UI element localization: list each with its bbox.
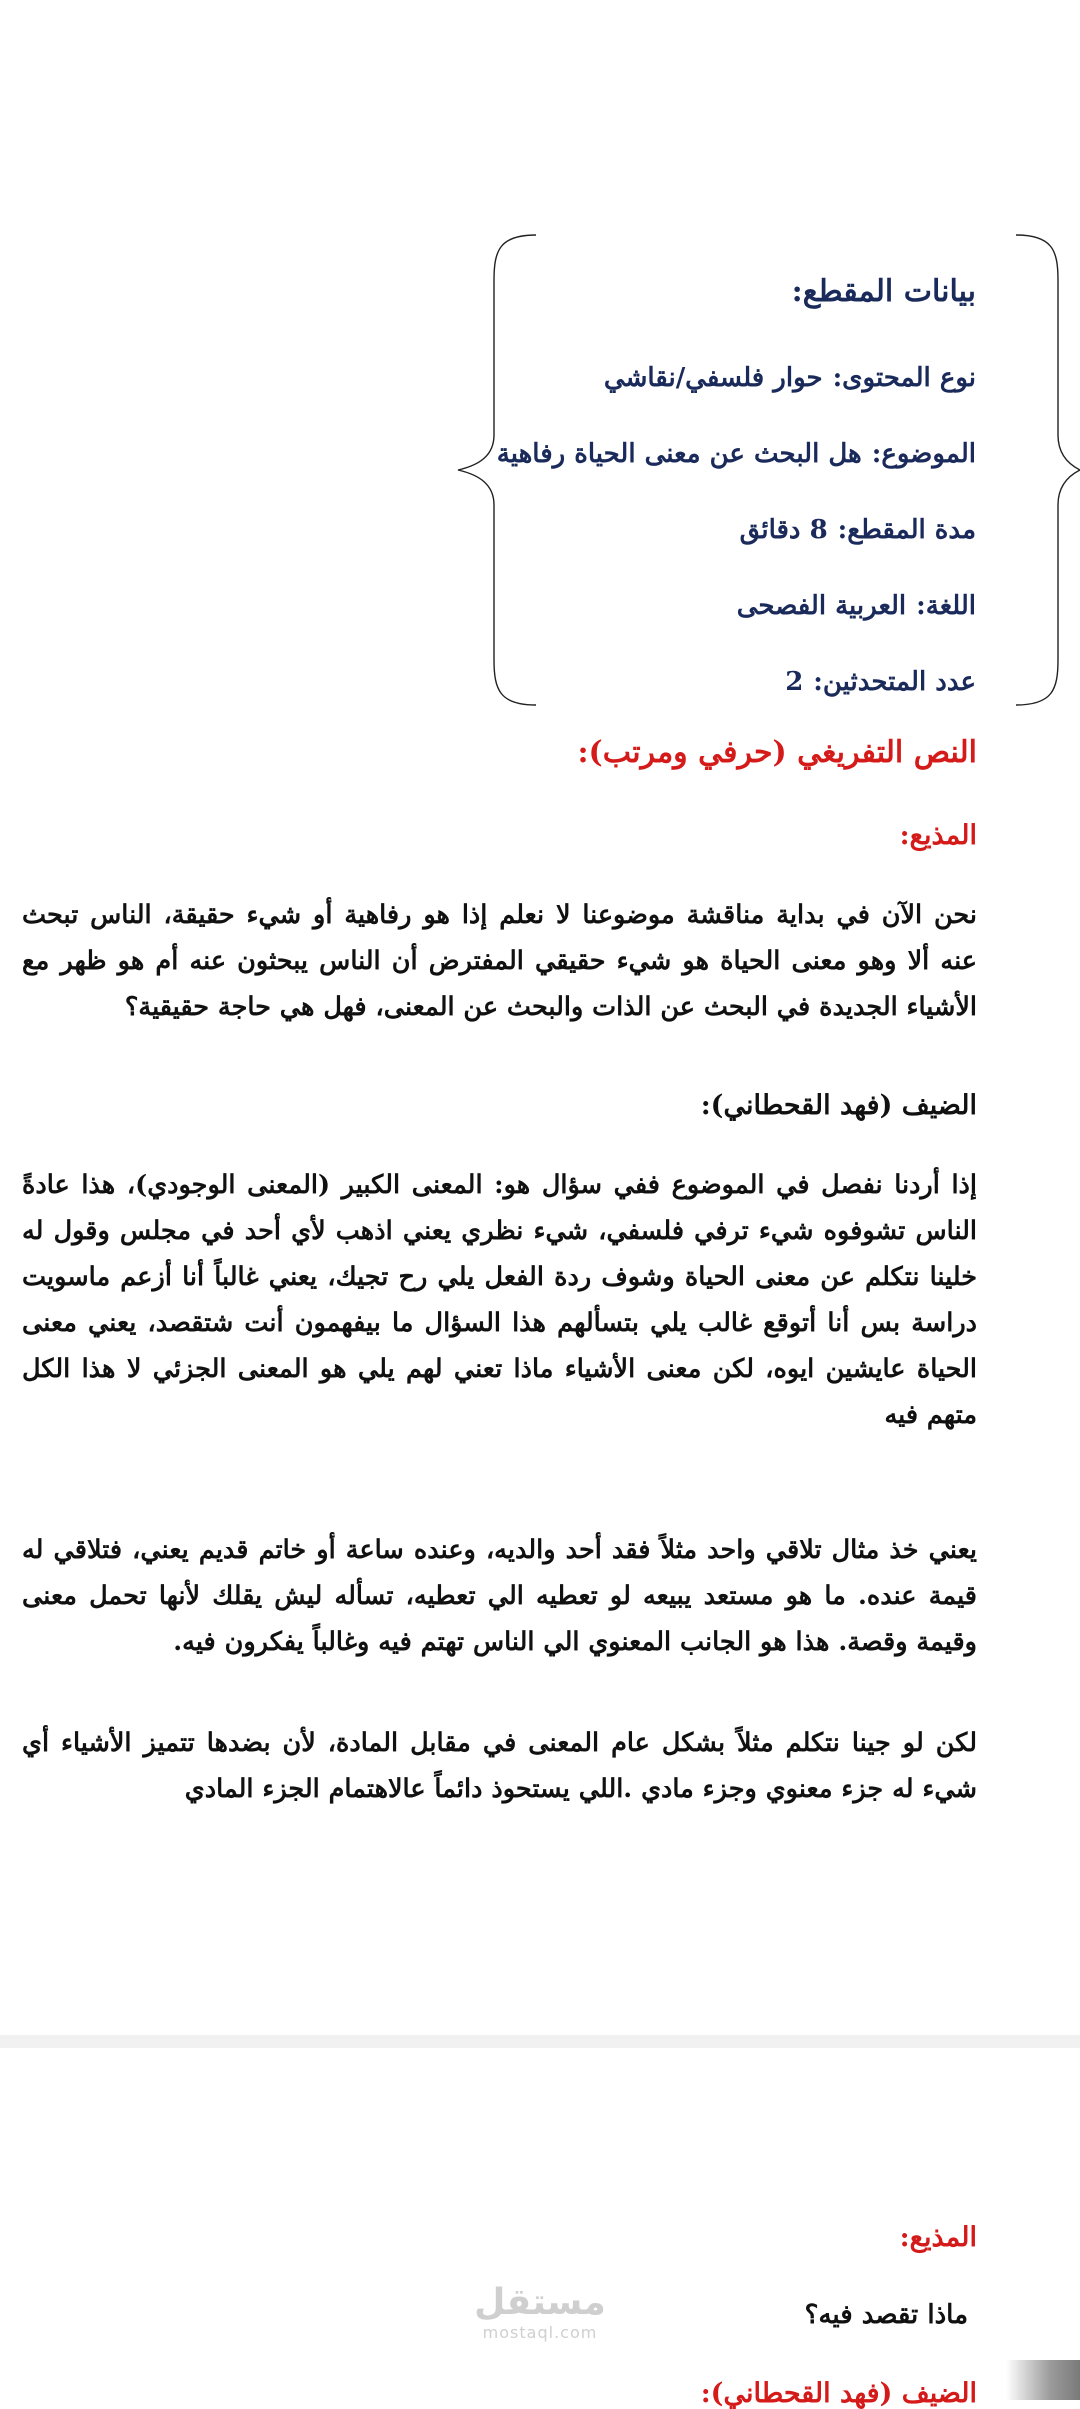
guest-paragraph-2: يعني خذ مثال تلاقي واحد مثلاً فقد أحد والديه، وعنده ساعة أو خاتم قديم يعني، فتلاقي له قيمة عنده. ما هو مستعد يبيعه لو تعطيه الي تعطيه، تسأله ليش يقلك لأنها تحمل معنى وقيمة وقصة. هذا هو الجانب المعنوي الي الناس تهتم فيه وغالباً يفكرون فيه.: [22, 1535, 977, 1657]
clip-metadata: [416, 262, 976, 720]
guest-paragraph-1: إذا أردنا نفصل في الموضوع ففي سؤال هو: المعنى الكبير (المعنى الوجودي)، هذا عادةً الناس تشوفوه شيء ترفي فلسفي، شيء نظري يعني اذهب لأي أحد في مجلس وقول له خلينا نتكلم عن معنى الحياة وشوف ردة الفعل يلي رح تجيك، يعني غالباً أنا أزعم ماسويت دراسة بس أنا أتوقع غالب يلي بتسألهم هذا السؤال ما بيفهمون أنت شتقصد، يعني معنى الحياة عايشين ايوه، لكن معنى الأشياء ماذا تعني لهم يلي هو المعنى الجزئي لا هذا الكل متهم فيه: [22, 1170, 977, 1430]
guest-paragraph-3: لكن لو جينا نتكلم مثلاً بشكل عام المعنى في مقابل المادة، لأن بضدها تتميز الأشياء أي شيء له جزء معنوي وجزء مادي .اللي يستحوذ دائماً عالاهتمام الجزء المادي: [22, 1728, 977, 1804]
host-label: المذيع:: [899, 820, 977, 851]
metadata-title: بيانات المقطع:: [791, 274, 976, 309]
mostaql-watermark: مستقل mostaql.com: [474, 2282, 606, 2342]
page2-guest-label: الضيف (فهد القحطاني):: [700, 2378, 977, 2409]
transcript-heading: النص التفريغي (حرفي ومرتب):: [577, 735, 977, 770]
page2-host-label: المذيع:: [899, 2222, 977, 2253]
page-separator: [0, 2035, 1080, 2048]
meta-speaker-count: عدد المتحدثين:2: [785, 667, 976, 697]
meta-language: اللغة:العربية الفصحى: [736, 591, 976, 621]
meta-topic: الموضوع:هل البحث عن معنى الحياة رفاهية: [496, 439, 976, 469]
meta-content-type: نوع المحتوى:حوار فلسفي/نقاشي: [603, 363, 976, 393]
host-question: ماذا تقصد فيه؟: [804, 2300, 968, 2330]
guest-label: الضيف (فهد القحطاني):: [700, 1090, 977, 1121]
meta-duration: مدة المقطع:8 دقائق: [739, 515, 976, 545]
host-paragraph: نحن الآن في بداية مناقشة موضوعنا لا نعلم إذا هو رفاهية أو شيء حقيقة، الناس تبحث عنه ألا وهو معنى الحياة هو شيء حقيقي المفترض أن الناس يبحثون عنه أم هو ظهر مع الأشياء الجديدة في البحث عن الذات والبحث عن المعنى، فهل هي حاجة حقيقية؟: [22, 900, 977, 1022]
scroll-thumb[interactable]: [1006, 2360, 1080, 2400]
